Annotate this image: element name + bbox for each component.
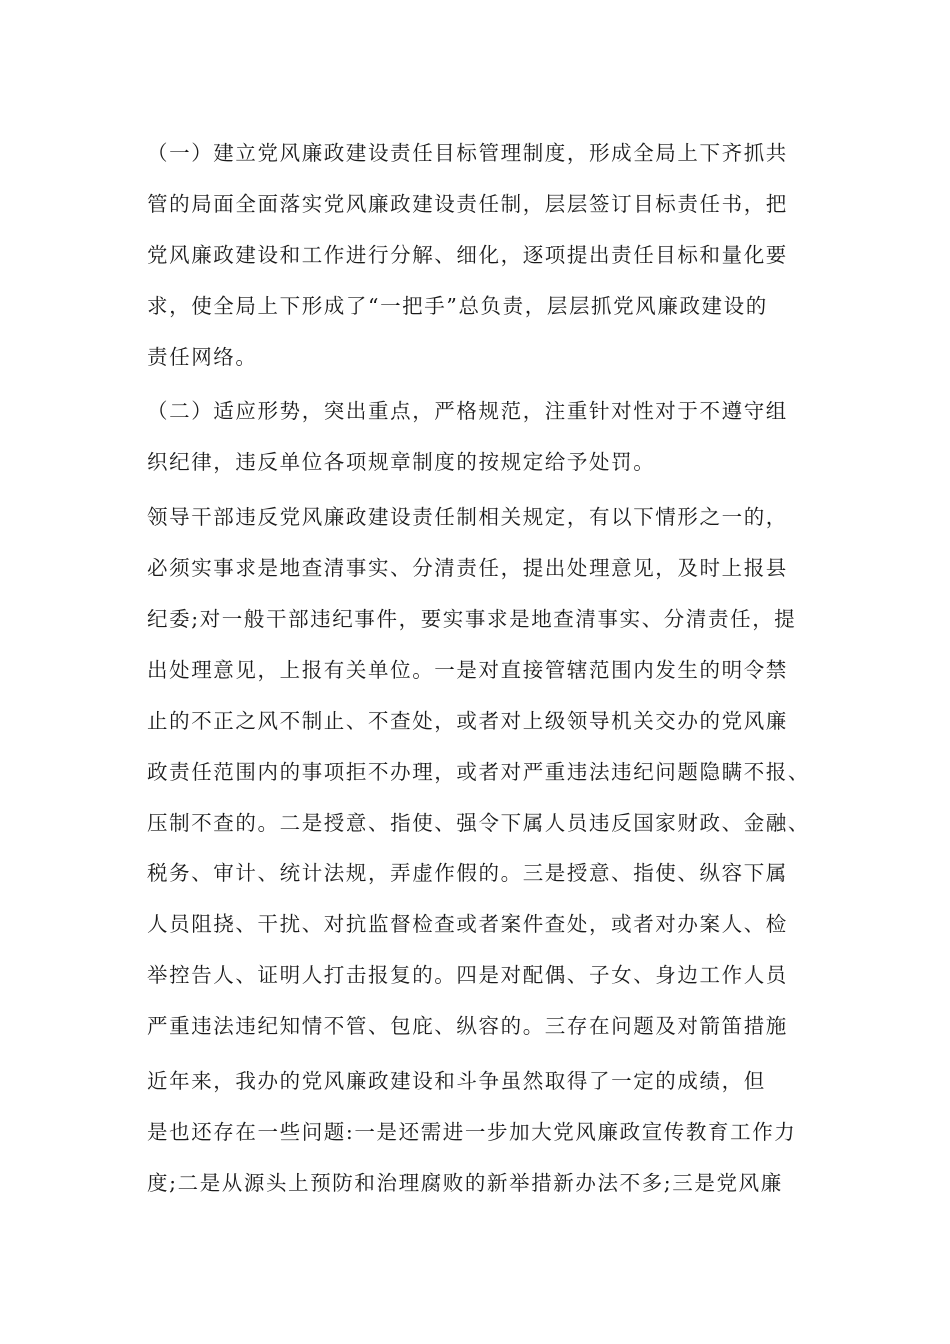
document-body [147,128,817,1209]
text-line: 度;二是从源头上预防和治理腐败的新举措新办法不多;三是党风廉 [147,1170,783,1195]
text-line: 严重违法违纪知情不管、包庇、纵容的。三存在问题及对箭笛措施 [147,1014,788,1039]
text-line: 领导干部违反党风廉政建设责任制相关规定，有以下情形之一的， [147,505,788,530]
paragraph-4 [147,1056,817,1209]
text-line: 责任网络。 [147,344,258,369]
text-line: 必须实事求是地查清事实、分清责任，提出处理意见，及时上报县 [147,556,788,581]
text-line: 压制不查的。二是授意、指使、强令下属人员违反国家财政、金融、 [147,810,810,835]
paragraph-2 [147,386,817,488]
paragraph-3 [147,492,817,1052]
text-line: 党风廉政建设和工作进行分解、细化，逐项提出责任目标和量化要 [147,242,788,267]
text-line: 求，使全局上下形成了“一把手”总负责，层层抓党风廉政建设的 [147,293,768,318]
text-line: 止的不正之风不制止、不查处，或者对上级领导机关交办的党风廉 [147,708,788,733]
text-line: 税务、审计、统计法规，弄虚作假的。三是授意、指使、纵容下属 [147,861,788,886]
text-line: 近年来，我办的党风廉政建设和斗争虽然取得了一定的成绩，但 [147,1069,766,1094]
text-line: 出处理意见，上报有关单位。一是对直接管辖范围内发生的明令禁 [147,657,788,682]
text-line: 纪委;对一般干部违纪事件，要实事求是地查清事实、分清责任，提 [147,607,797,632]
paragraph-1 [147,128,817,382]
text-line: 人员阻挠、干扰、对抗监督检查或者案件查处，或者对办案人、检 [147,912,788,937]
text-line: 织纪律，违反单位各项规章制度的按规定给予处罚。 [147,450,656,475]
text-line: 举控告人、证明人打击报复的。四是对配偶、子女、身边工作人员 [147,963,788,988]
text-line: （二）适应形势，突出重点，严格规范，注重针对性对于不遵守组 [147,399,788,424]
text-line: （一）建立党风廉政建设责任目标管理制度，形成全局上下齐抓共 [147,141,788,165]
text-line: 政责任范围内的事项拒不办理，或者对严重违法违纪问题隐瞒不报、 [147,759,810,784]
text-line: 管的局面全面落实党风廉政建设责任制，层层签订目标责任书，把 [147,191,788,216]
text-line: 是也还存在一些问题:一是还需进一步加大党风廉政宣传教育工作力 [147,1119,797,1144]
